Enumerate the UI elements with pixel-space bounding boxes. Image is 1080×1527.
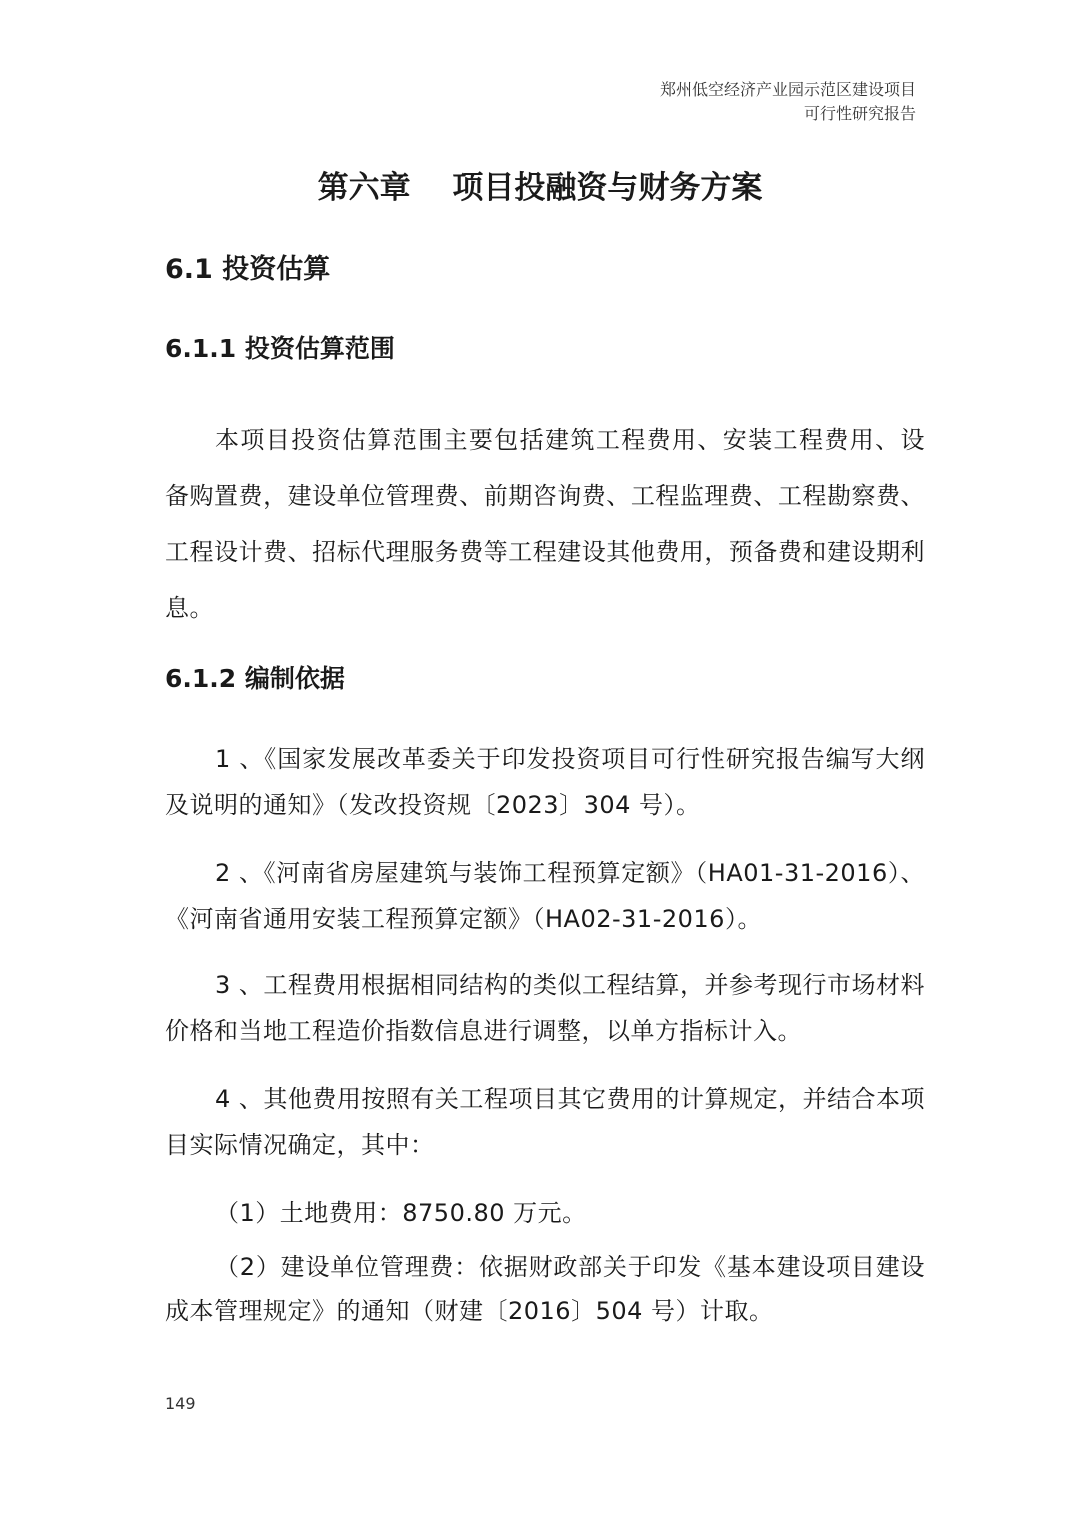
page-number: 149 bbox=[165, 1394, 196, 1413]
basis-item-4: 4 、其他费用按照有关工程项目其它费用的计算规定，并结合本项目实际情况确定，其中： bbox=[165, 1085, 925, 1159]
section-heading-6-1-1: 6.1.1 投资估算范围 bbox=[165, 334, 395, 363]
basis-item-1: 1 、《国家发展改革委关于印发投资项目可行性研究报告编写大纲及说明的通知》（发改投资规〔2023〕304 号）。 bbox=[165, 745, 925, 819]
scope-paragraph: 本项目投资估算范围主要包括建筑工程费用、安装工程费用、设备购置费，建设单位管理费、前期咨询费、工程监理费、工程勘察费、工程设计费、招标代理服务费等工程建设其他费用，预备费和建设期利息。 bbox=[165, 426, 925, 622]
running-header bbox=[660, 78, 916, 126]
chapter-title: 第六章 项目投融资与财务方案 bbox=[317, 170, 763, 206]
basis-item-2: 2 、《河南省房屋建筑与装饰工程预算定额》（HA01-31-2016）、《河南省通用安装工程预算定额》（HA02-31-2016）。 bbox=[165, 859, 925, 933]
section-heading-6-1-2: 6.1.2 编制依据 bbox=[165, 664, 345, 693]
land-cost-item: （1）土地费用：8750.80 万元。 bbox=[215, 1199, 587, 1227]
section-heading-6-1: 6.1 投资估算 bbox=[165, 254, 331, 285]
management-fee-item: （2）建设单位管理费：依据财政部关于印发《基本建设项目建设成本管理规定》的通知（财建〔2016〕504 号）计取。 bbox=[165, 1253, 925, 1325]
header-project-name: 郑州低空经济产业园示范区建设项目 bbox=[659, 80, 916, 99]
basis-item-3: 3 、工程费用根据相同结构的类似工程结算，并参考现行市场材料价格和当地工程造价指数信息进行调整，以单方指标计入。 bbox=[165, 971, 925, 1045]
header-report-type: 可行性研究报告 bbox=[803, 104, 916, 123]
